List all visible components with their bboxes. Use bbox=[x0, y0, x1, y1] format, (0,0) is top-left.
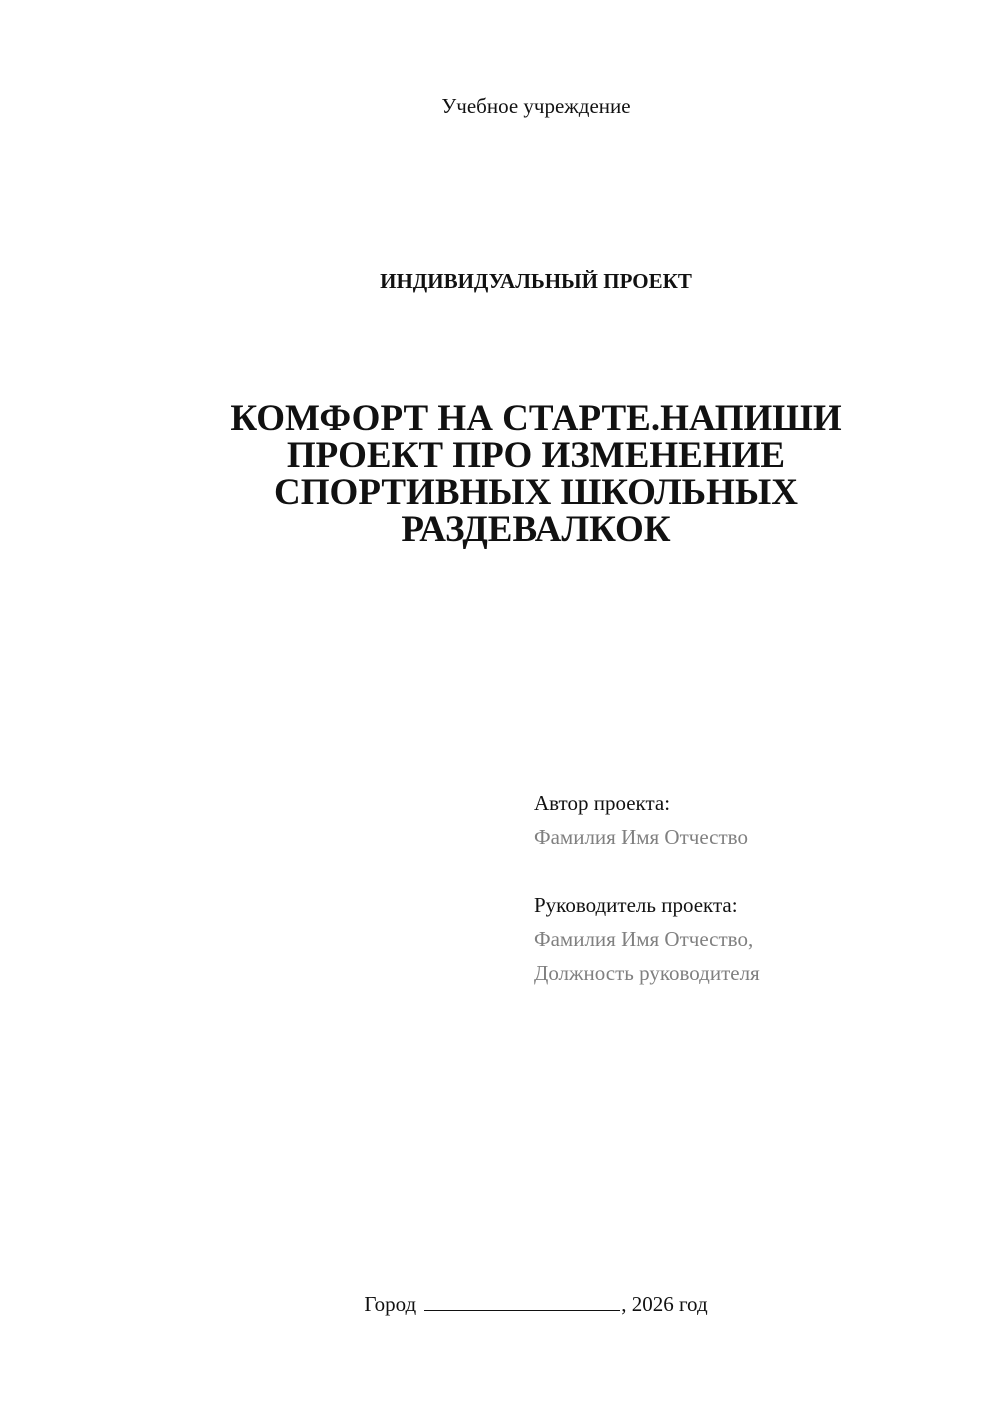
document-title bbox=[200, 400, 872, 548]
title-line: КОМФОРТ НА СТАРТЕ.НАПИШИ bbox=[230, 398, 842, 439]
supervisor-position: Должность руководителя bbox=[534, 961, 760, 985]
spacer bbox=[534, 854, 974, 890]
title-line: СПОРТИВНЫХ ШКОЛЬНЫХ bbox=[274, 472, 798, 513]
credits-block bbox=[534, 788, 974, 990]
document-type: ИНДИВИДУАЛЬНЫЙ ПРОЕКТ bbox=[380, 269, 692, 293]
footer-city-year bbox=[0, 1290, 1000, 1317]
title-line: ПРОЕКТ ПРО ИЗМЕНЕНИЕ bbox=[286, 435, 786, 476]
author-name: Фамилия Имя Отчество bbox=[534, 825, 748, 849]
author-label: Автор проекта: bbox=[534, 791, 671, 815]
city-label: Город bbox=[364, 1292, 417, 1316]
supervisor-name: Фамилия Имя Отчество, bbox=[534, 927, 754, 951]
supervisor-label: Руководитель проекта: bbox=[534, 893, 738, 917]
title-line: РАЗДЕВАЛКОК bbox=[401, 509, 671, 550]
institution-name: Учебное учреждение bbox=[441, 94, 631, 118]
year-text: , 2026 год bbox=[621, 1292, 708, 1316]
city-blank-line bbox=[424, 1290, 620, 1311]
